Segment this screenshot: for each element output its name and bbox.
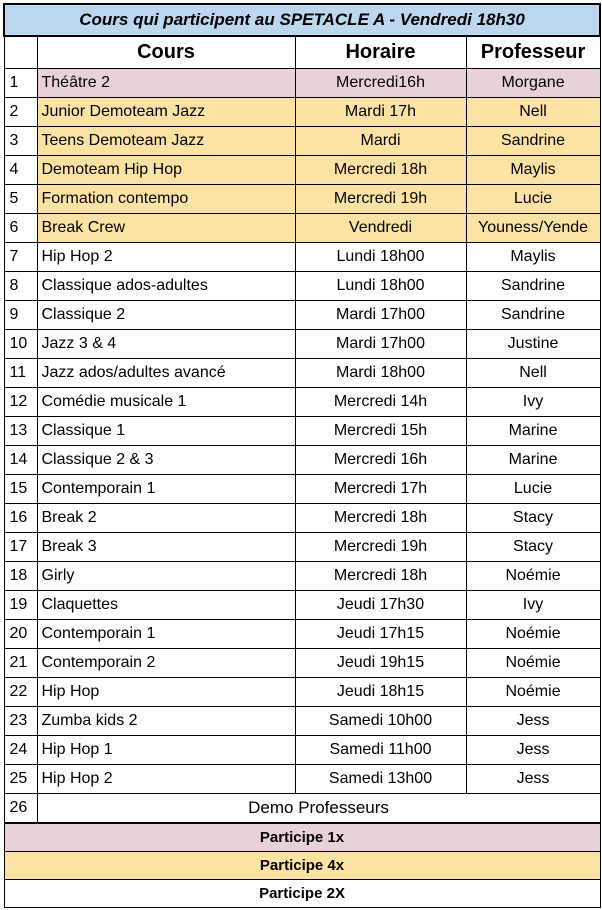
table-row (4, 765, 600, 794)
row-number-cell[interactable]: 16 (4, 504, 37, 533)
schedule-table (3, 3, 601, 908)
row-number-cell[interactable]: 8 (4, 272, 37, 301)
table-row (4, 156, 600, 185)
table-row (4, 243, 600, 272)
row-number-cell[interactable]: 22 (4, 678, 37, 707)
row-number-cell[interactable]: 3 (4, 127, 37, 156)
professeur-cell[interactable]: Noémie (466, 620, 600, 649)
table-body (4, 4, 600, 908)
cours-cell[interactable]: Hip Hop 1 (37, 736, 295, 765)
cours-cell[interactable]: Contemporain 1 (37, 620, 295, 649)
table-row (4, 214, 600, 243)
horaire-cell[interactable]: Mercredi 14h (295, 388, 466, 417)
cours-cell[interactable]: Jazz 3 & 4 (37, 330, 295, 359)
professeur-cell[interactable]: Noémie (466, 678, 600, 707)
professeur-cell[interactable]: Youness/Yende (466, 214, 600, 243)
professeur-cell[interactable]: Ivy (466, 388, 600, 417)
legend-row (4, 852, 600, 880)
legend-row (4, 880, 600, 908)
horaire-cell[interactable]: Mercredi 18h (295, 156, 466, 185)
row-number-cell[interactable]: 25 (4, 765, 37, 794)
row-number-cell[interactable]: 7 (4, 243, 37, 272)
table-row (4, 98, 600, 127)
row-number-cell[interactable]: 4 (4, 156, 37, 185)
row-number-cell[interactable]: 18 (4, 562, 37, 591)
professeur-cell[interactable]: Sandrine (466, 301, 600, 330)
cours-cell[interactable]: Contemporain 2 (37, 649, 295, 678)
professeur-cell[interactable]: Jess (466, 707, 600, 736)
legend-label[interactable]: Participe 4x (4, 852, 600, 880)
cours-cell[interactable]: Break Crew (37, 214, 295, 243)
row-number-cell[interactable]: 21 (4, 649, 37, 678)
professeur-cell[interactable]: Stacy (466, 504, 600, 533)
horaire-cell[interactable]: Mardi 17h00 (295, 301, 466, 330)
cours-cell[interactable]: Formation contempo (37, 185, 295, 214)
table-row (4, 301, 600, 330)
professeur-cell[interactable]: Ivy (466, 591, 600, 620)
table-row (4, 533, 600, 562)
cours-cell[interactable]: Classique 2 & 3 (37, 446, 295, 475)
professeur-cell[interactable]: Morgane (466, 69, 600, 98)
row-number-cell[interactable]: 9 (4, 301, 37, 330)
professeur-cell[interactable]: Noémie (466, 649, 600, 678)
professeur-cell[interactable]: Maylis (466, 156, 600, 185)
cours-cell[interactable]: Contemporain 1 (37, 475, 295, 504)
spreadsheet (3, 3, 599, 908)
header-cours[interactable]: Cours (37, 36, 295, 69)
table-row (4, 678, 600, 707)
header-number[interactable] (4, 36, 37, 69)
cours-cell[interactable]: Break 2 (37, 504, 295, 533)
professeur-cell[interactable]: Justine (466, 330, 600, 359)
horaire-cell[interactable]: Mercredi 15h (295, 417, 466, 446)
row-number-cell[interactable]: 24 (4, 736, 37, 765)
horaire-cell[interactable]: Samedi 13h00 (295, 765, 466, 794)
cours-cell[interactable]: Classique 1 (37, 417, 295, 446)
horaire-cell[interactable]: Mercredi 18h (295, 504, 466, 533)
row-number-cell[interactable]: 5 (4, 185, 37, 214)
cours-cell[interactable]: Girly (37, 562, 295, 591)
professeur-cell[interactable]: Marine (466, 417, 600, 446)
row-number-cell[interactable]: 20 (4, 620, 37, 649)
row-number-cell[interactable]: 19 (4, 591, 37, 620)
cours-cell[interactable]: Zumba kids 2 (37, 707, 295, 736)
header-professeur[interactable]: Professeur (466, 36, 600, 69)
professeur-cell[interactable]: Lucie (466, 475, 600, 504)
professeur-cell[interactable]: Jess (466, 736, 600, 765)
horaire-cell[interactable]: Jeudi 17h15 (295, 620, 466, 649)
professeur-cell[interactable]: Nell (466, 359, 600, 388)
table-row (4, 388, 600, 417)
horaire-cell[interactable]: Samedi 11h00 (295, 736, 466, 765)
horaire-cell[interactable]: Lundi 18h00 (295, 272, 466, 301)
horaire-cell[interactable]: Samedi 10h00 (295, 707, 466, 736)
professeur-cell[interactable]: Maylis (466, 243, 600, 272)
cours-cell[interactable]: Classique 2 (37, 301, 295, 330)
cours-cell[interactable]: Hip Hop (37, 678, 295, 707)
cours-cell[interactable]: Junior Demoteam Jazz (37, 98, 295, 127)
table-row (4, 504, 600, 533)
horaire-cell[interactable]: Jeudi 19h15 (295, 649, 466, 678)
professeur-cell[interactable]: Sandrine (466, 272, 600, 301)
cours-cell[interactable]: Teens Demoteam Jazz (37, 127, 295, 156)
header-row (4, 36, 600, 69)
row-number-cell[interactable]: 14 (4, 446, 37, 475)
row-number-cell[interactable]: 15 (4, 475, 37, 504)
row-number-cell[interactable]: 13 (4, 417, 37, 446)
table-title[interactable]: Cours qui participent au SPETACLE A - Vendredi 18h30 (4, 4, 600, 36)
table-row (4, 330, 600, 359)
row-number-cell[interactable]: 17 (4, 533, 37, 562)
cours-cell[interactable]: Hip Hop 2 (37, 243, 295, 272)
row-number-cell[interactable]: 2 (4, 98, 37, 127)
table-row (4, 649, 600, 678)
table-row (4, 446, 600, 475)
table-row (4, 562, 600, 591)
table-row (4, 591, 600, 620)
professeur-cell[interactable]: Nell (466, 98, 600, 127)
legend-label[interactable]: Participe 2X (4, 880, 600, 908)
legend-label[interactable]: Participe 1x (4, 823, 600, 852)
table-row (4, 359, 600, 388)
professeur-cell[interactable]: Lucie (466, 185, 600, 214)
row-number-cell[interactable]: 26 (4, 794, 37, 824)
cours-cell[interactable]: Comédie musicale 1 (37, 388, 295, 417)
table-row (4, 736, 600, 765)
cours-cell[interactable]: Break 3 (37, 533, 295, 562)
professeur-cell[interactable]: Jess (466, 765, 600, 794)
row-number-cell[interactable]: 11 (4, 359, 37, 388)
row-number-cell[interactable]: 23 (4, 707, 37, 736)
horaire-cell[interactable]: Mardi 18h00 (295, 359, 466, 388)
table-row (4, 620, 600, 649)
row-number-cell[interactable]: 10 (4, 330, 37, 359)
professeur-cell[interactable]: Noémie (466, 562, 600, 591)
demo-row (4, 794, 600, 824)
horaire-cell[interactable]: Mercredi 18h (295, 562, 466, 591)
cours-cell[interactable]: Classique ados-adultes (37, 272, 295, 301)
demo-label-cell[interactable]: Demo Professeurs (37, 794, 600, 824)
cours-cell[interactable]: Demoteam Hip Hop (37, 156, 295, 185)
table-row (4, 127, 600, 156)
professeur-cell[interactable]: Stacy (466, 533, 600, 562)
cours-cell[interactable]: Claquettes (37, 591, 295, 620)
horaire-cell[interactable]: Mercredi 19h (295, 533, 466, 562)
horaire-cell[interactable]: Jeudi 18h15 (295, 678, 466, 707)
row-number-cell[interactable]: 1 (4, 69, 37, 98)
horaire-cell[interactable]: Mardi 17h (295, 98, 466, 127)
professeur-cell[interactable]: Marine (466, 446, 600, 475)
horaire-cell[interactable]: Lundi 18h00 (295, 243, 466, 272)
horaire-cell[interactable]: Vendredi (295, 214, 466, 243)
header-horaire[interactable]: Horaire (295, 36, 466, 69)
horaire-cell[interactable]: Jeudi 17h30 (295, 591, 466, 620)
cours-cell[interactable]: Hip Hop 2 (37, 765, 295, 794)
table-row (4, 69, 600, 98)
title-row (4, 4, 600, 36)
horaire-cell[interactable]: Mercredi 16h (295, 446, 466, 475)
cours-cell[interactable]: Jazz ados/adultes avancé (37, 359, 295, 388)
table-row (4, 185, 600, 214)
table-row (4, 272, 600, 301)
horaire-cell[interactable]: Mardi 17h00 (295, 330, 466, 359)
horaire-cell[interactable]: Mercredi 19h (295, 185, 466, 214)
professeur-cell[interactable]: Sandrine (466, 127, 600, 156)
cours-cell[interactable]: Théâtre 2 (37, 69, 295, 98)
legend-row (4, 823, 600, 852)
table-row (4, 707, 600, 736)
horaire-cell[interactable]: Mercredi 17h (295, 475, 466, 504)
row-number-cell[interactable]: 6 (4, 214, 37, 243)
table-row (4, 475, 600, 504)
horaire-cell[interactable]: Mercredi16h (295, 69, 466, 98)
row-number-cell[interactable]: 12 (4, 388, 37, 417)
table-row (4, 417, 600, 446)
horaire-cell[interactable]: Mardi (295, 127, 466, 156)
